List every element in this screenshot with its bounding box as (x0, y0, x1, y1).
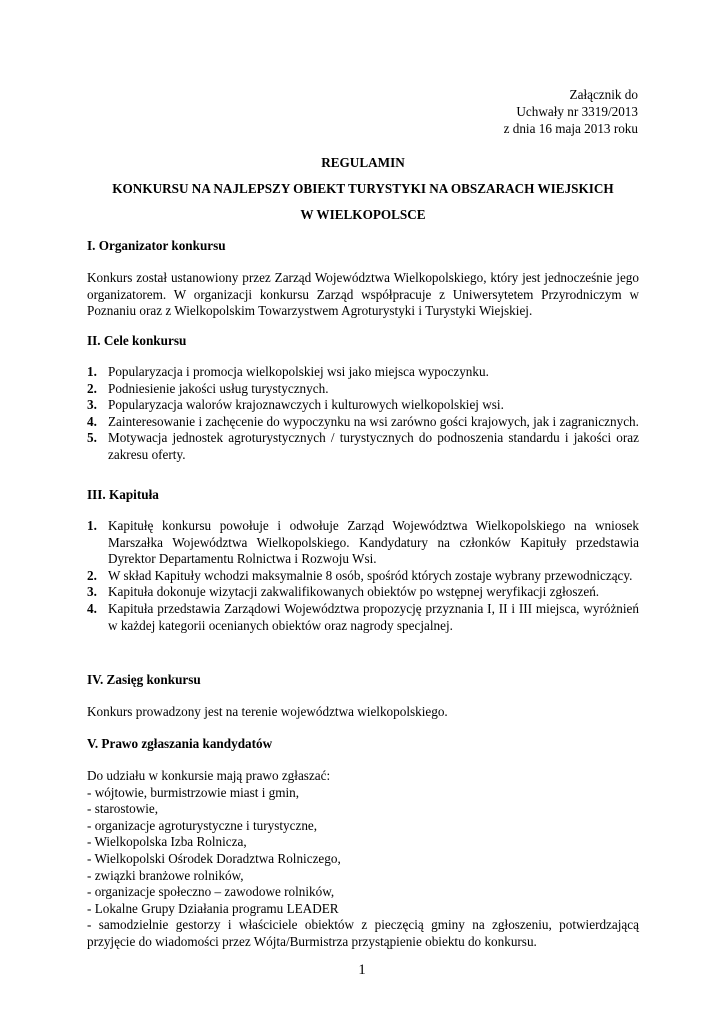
list-text: Kapituła dokonuje wizytacji zakwalifikowanych obiektów po wstępnej weryfikacji zgłoszeń. (108, 584, 600, 600)
list-number: 3. (87, 397, 97, 413)
section-goals (87, 333, 639, 350)
list-item: - wójtowie, burmistrzowie miast i gmin, (87, 784, 300, 800)
list-text: Popularyzacja walorów krajoznawczych i kulturowych wielkopolskiej wsi. (108, 397, 504, 413)
nominators-list (87, 785, 639, 951)
scope-paragraph: Konkurs prowadzony jest na terenie województwa wielkopolskiego. (87, 704, 448, 719)
title-line-3: W WIELKOPOLSCE (300, 207, 426, 222)
title-line-2: KONKURSU NA NAJLEPSZY OBIEKT TURYSTYKI NA OBSZARACH WIEJSKICH (112, 181, 614, 196)
list-number: 3. (87, 584, 97, 600)
nomination-intro: Do udziału w konkursie mają prawo zgłaszać: (87, 768, 331, 783)
list-item: - Lokalne Grupy Działania programu LEADER (87, 900, 339, 916)
list-text: Popularyzacja i promocja wielkopolskiej wsi jako miejsca wypoczynku. (108, 364, 489, 379)
section-chapter (87, 487, 639, 504)
section-scope-body (87, 704, 639, 721)
goals-list-wrap (87, 364, 639, 464)
list-item (87, 414, 639, 431)
list-number: 2. (87, 567, 97, 583)
chapter-list-wrap (87, 518, 639, 634)
list-text: Kapituła przedstawia Zarządowi Województwa propozycję przyznania I, II i III miejsca, wyróżnień w każdej kategorii ocenianych obiektów oraz nagrody specjalnej. (108, 600, 639, 633)
list-item: - organizacje agroturystyczne i turystyczne, (87, 817, 318, 833)
section-heading-organizer: I. Organizator konkursu (87, 238, 226, 253)
list-number: 1. (87, 518, 97, 533)
list-item (87, 601, 639, 634)
goals-list (87, 364, 639, 464)
list-item: - Wielkopolska Izba Rolnicza, (87, 834, 247, 850)
list-text: Kapitułę konkursu powołuje i odwołuje Zarząd Województwa Wielkopolskiego na wniosek Marszałka Województwa Wielkopolskiego. Kandydatury na członków Kapituły przedstawia Dyrektor Departamentu Rolnictwa i Rozwoju Wsi. (108, 518, 639, 567)
section-heading-nomination: V. Prawo zgłaszania kandydatów (87, 736, 273, 751)
nomination-body (87, 768, 639, 951)
section-heading-goals: II. Cele konkursu (87, 333, 187, 348)
list-item (87, 381, 639, 398)
section-organizer-body (87, 270, 639, 320)
attachment-line-1: Załącznik do (569, 87, 638, 102)
document-title (87, 150, 639, 228)
list-item: - organizacje społeczno – zawodowe rolników, (87, 884, 335, 900)
section-heading-scope: IV. Zasięg konkursu (87, 672, 201, 687)
list-item (87, 584, 639, 601)
list-item: - związki branżowe rolników, (87, 867, 244, 883)
section-heading-chapter: III. Kapituła (87, 487, 159, 502)
list-number: 4. (87, 413, 97, 429)
list-text: Podniesienie jakości usług turystycznych. (108, 380, 329, 396)
list-text: Motywacja jednostek agroturystycznych / turystycznych do podnoszenia standardu i jakości oraz zakresu oferty. (108, 430, 639, 462)
chapter-list (87, 518, 639, 634)
list-item (87, 430, 639, 463)
page-number: 1 (358, 962, 366, 978)
list-text: W skład Kapituły wchodzi maksymalnie 8 osób, spośród których zostaje wybrany przewodniczący. (108, 567, 633, 583)
list-number: 2. (87, 380, 97, 396)
list-item: - starostowie, (87, 801, 159, 817)
list-item: - Wielkopolski Ośrodek Doradztwa Rolniczego, (87, 850, 341, 866)
section-scope (87, 672, 639, 689)
list-number: 1. (87, 364, 97, 379)
list-item: - samodzielnie gestorzy i właściciele obiektów z pieczęcią gminy na zgłoszeniu, potwierdzającą przyjęcie do wiadomości przez Wójta/Burmistrza przystąpienie obiektu do konkursu. (87, 917, 639, 949)
list-item (87, 568, 639, 585)
organizer-paragraph: Konkurs został ustanowiony przez Zarząd Województwa Wielkopolskiego, który jest jednocześnie jego organizatorem. W organizacji konkursu Zarząd współpracuje z Uniwersytetem Przyrodniczym w Poznaniu oraz z Wielkopolskim Towarzystwem Agroturystyki i Turystyki Wiejskiej. (87, 270, 639, 319)
attachment-line-3: z dnia 16 maja 2013 roku (503, 121, 638, 136)
section-nomination (87, 736, 639, 753)
list-number: 4. (87, 600, 97, 616)
list-item (87, 518, 639, 568)
list-number: 5. (87, 430, 97, 446)
title-line-1: REGULAMIN (321, 155, 405, 170)
list-item (87, 397, 639, 414)
list-item (87, 364, 639, 381)
section-organizer (87, 238, 639, 255)
attachment-line-2: Uchwały nr 3319/2013 (516, 104, 638, 119)
attachment-note (504, 86, 638, 137)
list-text: Zainteresowanie i zachęcenie do wypoczynku na wsi zarówno gości krajowych, jak i zagranicznych. (108, 413, 639, 429)
